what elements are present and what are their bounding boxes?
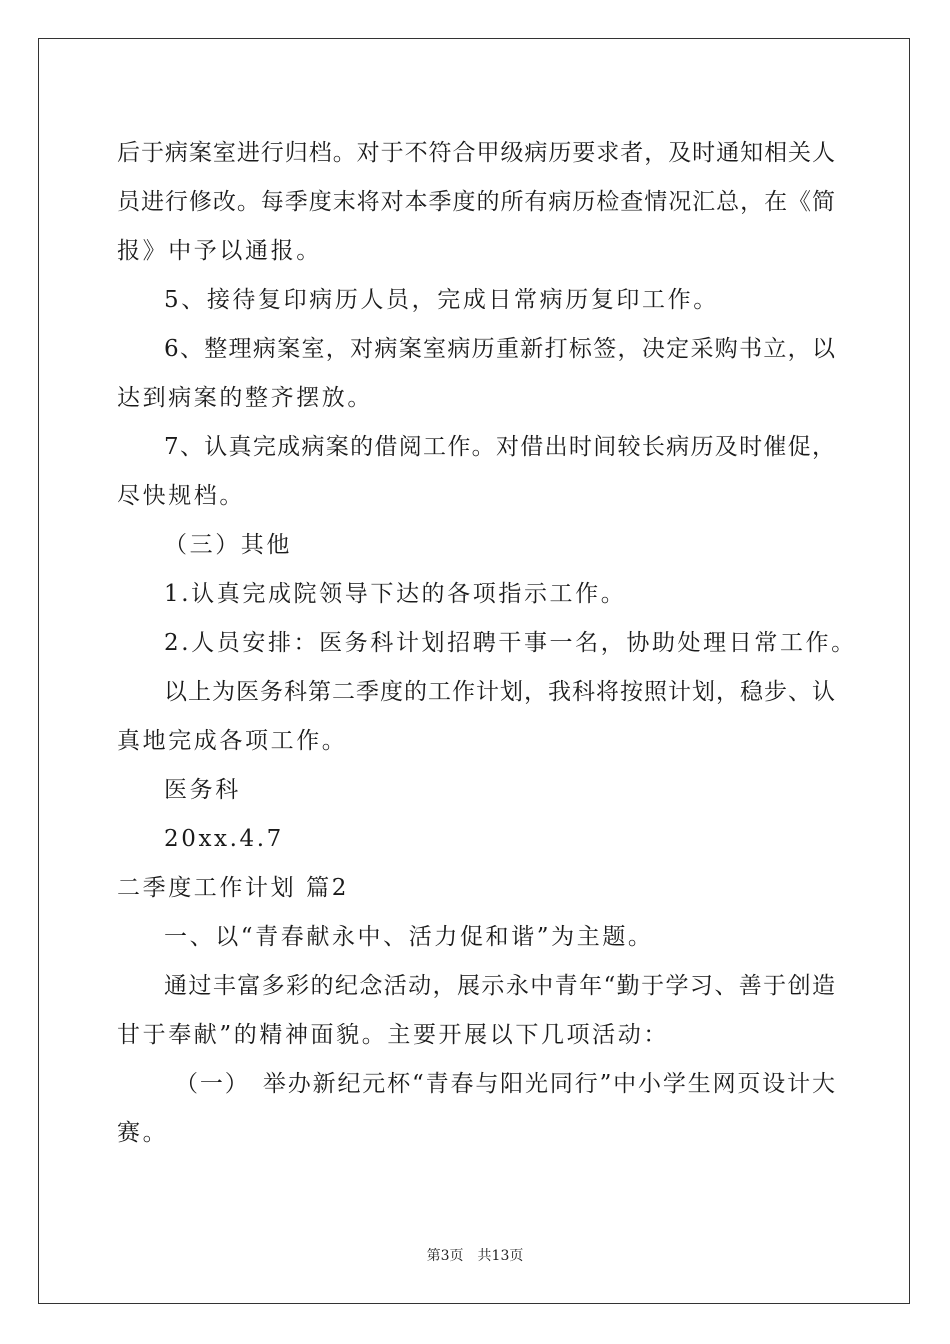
paragraph-line: 达到病案的整齐摆放。: [117, 385, 373, 411]
section-heading: 一、以“青春献永中、活力促和谐”为主题。: [164, 924, 654, 950]
paragraph-line: 员进行修改。每季度末将对本季度的所有病历检查情况汇总，在《简: [117, 189, 835, 215]
paragraph-line: 后于病案室进行归档。对于不符合甲级病历要求者，及时通知相关人: [117, 140, 835, 166]
paragraph-line: 尽快规档。: [117, 483, 245, 509]
list-item: 1.认真完成院领导下达的各项指示工作。: [164, 581, 627, 607]
paragraph-line: 甘于奉献”的精神面貌。主要开展以下几项活动：: [117, 1022, 669, 1048]
signature-department: 医务科: [164, 777, 241, 803]
section-heading: （三）其他: [164, 532, 292, 558]
signature-date: 20xx.4.7: [164, 826, 284, 852]
paragraph-line: 通过丰富多彩的纪念活动，展示永中青年“勤于学习、善于创造: [164, 973, 835, 999]
list-item: （一） 举办新纪元杯“青春与阳光同行”中小学生网页设计大: [175, 1071, 835, 1097]
paragraph-line: 以上为医务科第二季度的工作计划，我科将按照计划，稳步、认: [164, 679, 835, 705]
page-number: 第3页 共13页: [426, 1248, 524, 1264]
section-title: 二季度工作计划 篇2: [117, 875, 349, 901]
paragraph-line: 报》中予以通报。: [117, 238, 322, 264]
list-item: 7、认真完成病案的借阅工作。对借出时间较长病历及时催促，: [164, 434, 835, 460]
paragraph-line: 真地完成各项工作。: [117, 728, 348, 754]
list-item: 6、整理病案室，对病案室病历重新打标签，决定采购书立，以: [164, 336, 835, 362]
paragraph-line: 赛。: [117, 1120, 169, 1146]
list-item: 2.人员安排：医务科计划招聘干事一名，协助处理日常工作。: [164, 630, 857, 656]
list-item: 5、接待复印病历人员，完成日常病历复印工作。: [164, 287, 719, 313]
document-body: [117, 129, 857, 1158]
